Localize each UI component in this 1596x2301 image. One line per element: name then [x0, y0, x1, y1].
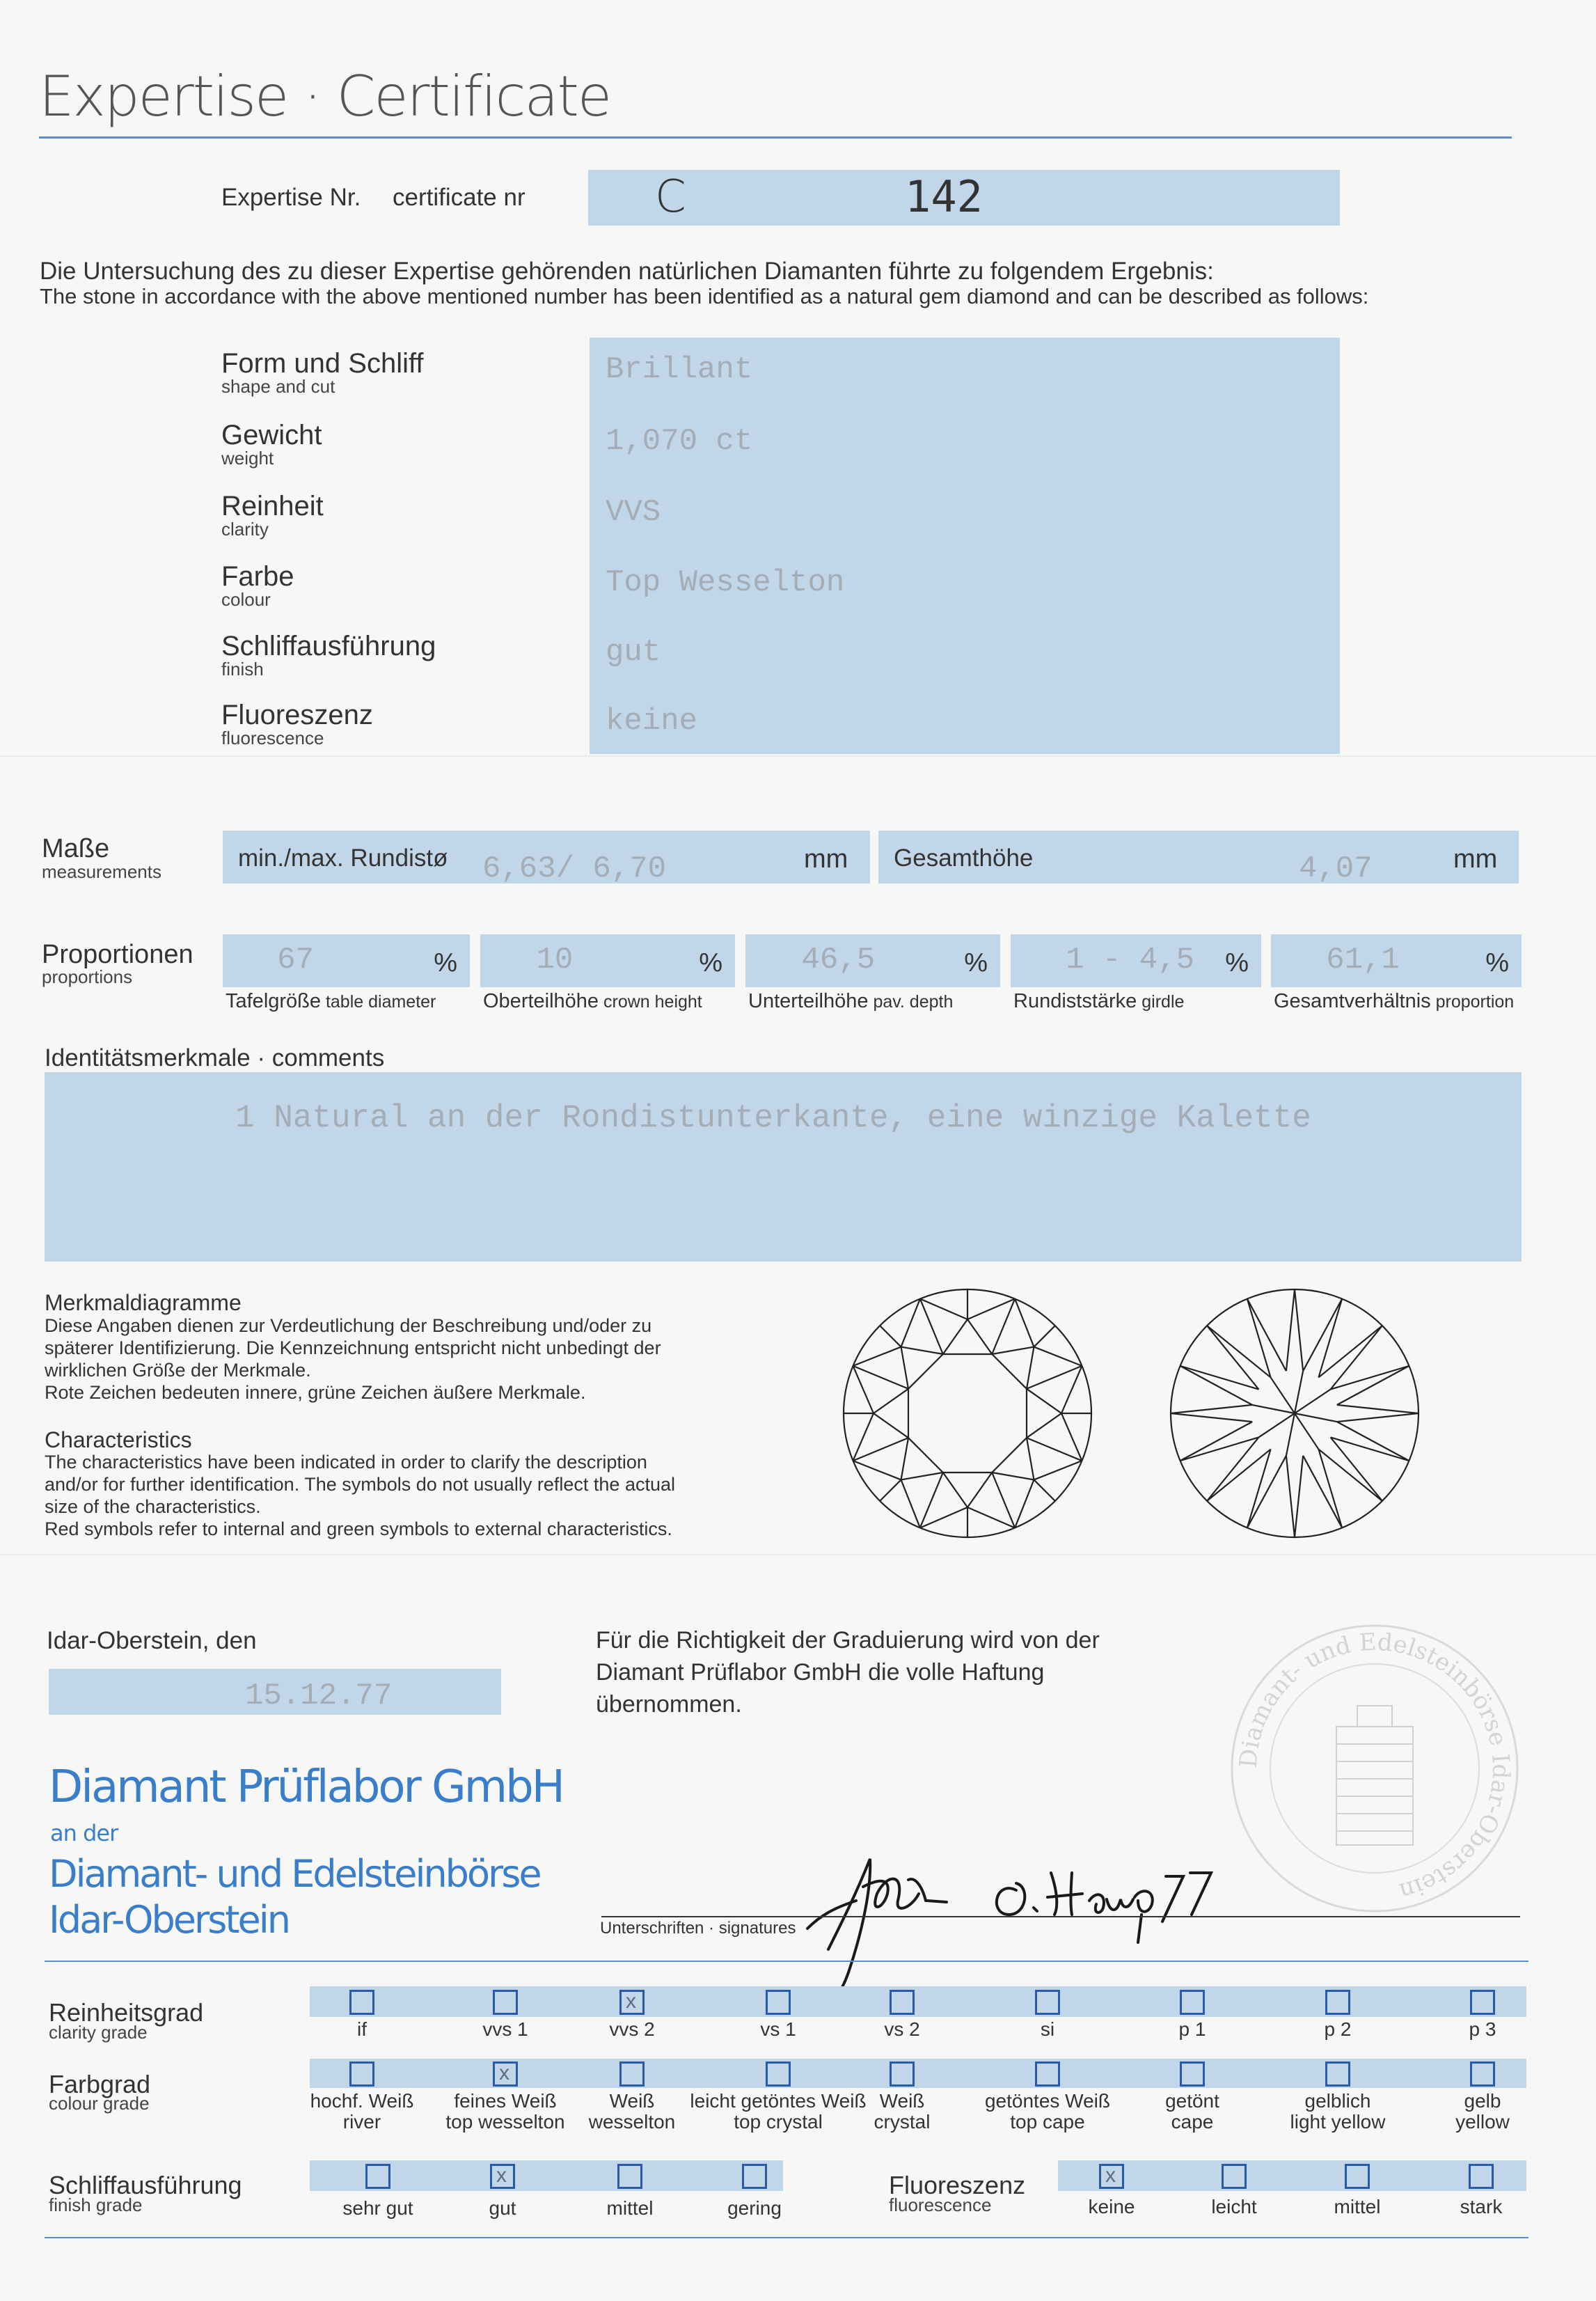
lab-name: Diamant Prüflabor GmbH	[49, 1761, 563, 1813]
facet-line	[1180, 1366, 1253, 1405]
property-sublabel: finish	[221, 659, 264, 680]
proportion-caption-en: pav. depth	[868, 992, 954, 1012]
fluorescence-grade-band	[1058, 2160, 1526, 2191]
title-rule	[39, 136, 1512, 139]
lab-line3: Idar-Oberstein	[49, 1898, 289, 1942]
facet-line	[1318, 1450, 1382, 1501]
clarity-grade-option-label: p 3	[1469, 2018, 1496, 2040]
facet-line	[901, 1299, 920, 1347]
height-label: Gesamthöhe	[894, 845, 1034, 872]
checkbox-mark: x	[499, 2062, 509, 2084]
colour-grade-option-de: getönt	[1165, 2090, 1219, 2112]
property-sublabel: shape and cut	[221, 376, 335, 397]
clarity-grade-option-label: if	[357, 2018, 367, 2040]
facet-line	[1247, 1456, 1286, 1528]
proportion-caption-de: Unterteilhöhe	[748, 990, 869, 1012]
facet-line	[1295, 1413, 1337, 1422]
facet-line	[1271, 1377, 1295, 1413]
finish-grade-option-label: gering	[727, 2197, 782, 2219]
liability-line: Diamant Prüflabor GmbH die volle Haftung	[596, 1659, 1045, 1686]
facet-line	[1318, 1450, 1342, 1528]
checkbox[interactable]	[890, 1990, 915, 2015]
facet-line	[1337, 1413, 1419, 1422]
liability-line: übernommen.	[596, 1691, 742, 1718]
facet-line	[967, 1473, 992, 1507]
clarity-grade-option-label: si	[1040, 2018, 1055, 2040]
facet-line	[1034, 1479, 1054, 1500]
colour-grade-option-de: leicht getöntes Weiß	[690, 2090, 867, 2112]
colour-grade-option-en: river	[342, 2111, 381, 2133]
property-value: Brillant	[606, 352, 753, 387]
checkbox[interactable]	[766, 2062, 791, 2087]
facet-line	[992, 1347, 1034, 1354]
fluorescence-grade-option-label: leicht	[1211, 2196, 1257, 2217]
proportion-caption	[1013, 990, 1184, 1013]
facet-line	[1286, 1289, 1295, 1371]
facet-line	[967, 1319, 992, 1354]
property-value: gut	[606, 635, 661, 670]
finish-grade-label-de: Schliffausführung	[49, 2171, 242, 2199]
facet-line	[1207, 1326, 1270, 1377]
proportion-unit: %	[964, 948, 988, 977]
checkbox[interactable]	[1180, 1990, 1205, 2015]
diameter-unit: mm	[804, 845, 848, 874]
facet-line	[1247, 1299, 1286, 1372]
colour-grade-option-de: getöntes Weiß	[984, 2090, 1111, 2112]
proportion-caption-en: proportion	[1430, 992, 1515, 1012]
checkbox[interactable]	[890, 2062, 915, 2087]
facet-line	[874, 1413, 908, 1438]
colour-grade-option-en: top wesselton	[445, 2111, 565, 2133]
facet-line	[992, 1438, 1027, 1473]
facet-line	[874, 1389, 908, 1413]
seal-text: Diamant- und Edelsteinbörse Idar-Oberstein	[1234, 1628, 1515, 1906]
facet-line	[1295, 1371, 1303, 1413]
proportion-caption-en: table diameter	[321, 992, 436, 1012]
checkbox[interactable]	[1470, 1990, 1495, 2015]
facet-line	[1027, 1347, 1034, 1389]
property-sublabel: weight	[221, 448, 274, 469]
checkbox[interactable]	[349, 1990, 374, 2015]
diagram-text-en	[45, 1451, 675, 1540]
facet-line	[1295, 1390, 1331, 1413]
colour-grade-label-en: colour grade	[49, 2093, 150, 2114]
intro-en: The stone in accordance with the above mentioned number has been identified as a natural gem diamond and can be described as follows:	[40, 284, 1369, 308]
facet-line	[1180, 1422, 1253, 1461]
checkbox[interactable]	[349, 2062, 374, 2087]
facet-line	[992, 1473, 1034, 1479]
grade-top-rule	[45, 1961, 1528, 1962]
diagram-title-de: Merkmaldiagramme	[45, 1290, 242, 1315]
clarity-grade-option-label: vvs 2	[609, 2018, 655, 2040]
proportion-value: 67	[277, 943, 314, 977]
proportion-field	[745, 934, 1000, 987]
liability-line: Für die Richtigkeit der Graduierung wird von der	[596, 1627, 1100, 1654]
cert-label-de: Expertise Nr.	[221, 184, 361, 211]
height-unit: mm	[1453, 845, 1498, 874]
clarity-grade-option-label: vvs 1	[482, 2018, 528, 2040]
facet-line	[1303, 1456, 1342, 1528]
fluorescence-grade-label-en: fluorescence	[889, 2194, 992, 2215]
colour-grade-option-de: Weiß	[609, 2090, 655, 2112]
facet-line	[1247, 1450, 1271, 1528]
proportion-caption-de: Gesamtverhältnis	[1274, 990, 1431, 1012]
facet-line	[1337, 1422, 1409, 1461]
facet-line	[1337, 1366, 1409, 1405]
proportion-value: 61,1	[1326, 943, 1400, 977]
property-sublabel: colour	[221, 589, 271, 610]
proportion-field	[480, 934, 735, 987]
checkbox[interactable]	[619, 2062, 645, 2087]
diagram-title-en: Characteristics	[45, 1427, 192, 1452]
cert-prefix: C	[655, 171, 686, 223]
finish-grade-option-label: gut	[489, 2197, 516, 2219]
colour-grade-label-de: Farbgrad	[49, 2070, 151, 2098]
property-value: VVS	[606, 495, 661, 530]
checkbox[interactable]	[1345, 2164, 1370, 2189]
diameter-value: 6,63/ 6,70	[482, 851, 667, 886]
facet-line	[1286, 1456, 1295, 1537]
facet-line	[1318, 1299, 1342, 1378]
property-label: Fluoreszenz	[221, 700, 373, 730]
facet-line	[1015, 1479, 1034, 1528]
finish-grade-label-en: finish grade	[49, 2194, 143, 2215]
checkbox[interactable]	[365, 2164, 390, 2189]
facet-line	[1034, 1461, 1082, 1479]
facet-line	[1252, 1405, 1295, 1413]
diagram-text-line: Rote Zeichen bedeuten innere, grüne Zeichen äußere Merkmale.	[45, 1382, 586, 1403]
facet-line	[1180, 1366, 1259, 1390]
diagram-text-line: wirklichen Größe der Merkmale.	[45, 1360, 311, 1381]
fluorescence-grade-label-de: Fluoreszenz	[889, 2171, 1026, 2199]
facet-line	[880, 1479, 901, 1500]
facet-line	[1331, 1366, 1409, 1390]
facet-line	[901, 1347, 908, 1389]
colour-grade-option-en: top cape	[1010, 2111, 1085, 2133]
comments-text: 1 Natural an der Rondistunterkante, eine winzige Kalette	[235, 1100, 1311, 1136]
diagram-text-line: and/or for further identification. The symbols do not usually reflect the actual	[45, 1474, 675, 1495]
proportion-caption-de: Oberteilhöhe	[483, 990, 599, 1012]
facet-line	[1027, 1413, 1061, 1438]
diagram-text-line: The characteristics have been indicated in order to clarify the description	[45, 1452, 647, 1473]
colour-grade-option-en: top crystal	[734, 2111, 823, 2133]
colour-grade-option-en: cape	[1171, 2111, 1214, 2133]
fluorescence-grade-option-label: keine	[1088, 2196, 1135, 2217]
facet-line	[1295, 1413, 1318, 1450]
clarity-grade-option-label: vs 1	[760, 2018, 796, 2040]
facet-line	[1034, 1326, 1054, 1346]
facet-line	[1207, 1326, 1258, 1389]
proportion-caption	[483, 990, 702, 1013]
facet-line	[1303, 1299, 1342, 1372]
facet-line	[1258, 1413, 1295, 1437]
proportion-caption-en: crown height	[599, 992, 702, 1012]
diameter-field	[223, 831, 870, 884]
colour-grade-option-de: gelb	[1464, 2090, 1501, 2112]
facet-line	[1318, 1326, 1382, 1377]
proportion-value: 1 - 4,5	[1066, 943, 1195, 977]
property-label: Form und Schliff	[221, 348, 424, 379]
lab-line2: Diamant- und Edelsteinbörse	[49, 1852, 540, 1896]
pavilion-view-diagram	[1166, 1285, 1423, 1542]
proportion-caption	[226, 990, 436, 1013]
measurements-label-en: measurements	[42, 861, 161, 882]
height-field	[878, 831, 1519, 884]
height-value: 4,07	[1299, 851, 1373, 886]
proportion-caption	[1274, 990, 1514, 1013]
proportion-caption-de: Rundiststärke	[1013, 990, 1137, 1012]
cert-label-en: certificate nr	[393, 184, 526, 211]
colour-grade-option-de: Weiß	[879, 2090, 925, 2112]
diameter-label: min./max. Rundistø	[238, 845, 448, 872]
measurements-label-de: Maße	[42, 834, 110, 863]
diagram-text-de	[45, 1314, 661, 1404]
facet-line	[1171, 1405, 1252, 1413]
proportion-field	[1271, 934, 1522, 987]
checkbox-mark: x	[496, 2164, 507, 2187]
checkbox[interactable]	[1325, 2062, 1350, 2087]
facet-line	[1027, 1438, 1034, 1479]
facet-line	[943, 1319, 967, 1354]
colour-grade-option-en: light yellow	[1290, 2111, 1386, 2133]
diagram-text-line: Diese Angaben dienen zur Verdeutlichung der Beschreibung und/oder zu	[45, 1315, 652, 1336]
colour-grade-option-de: gelblich	[1304, 2090, 1371, 2112]
property-value: 1,070 ct	[606, 424, 753, 459]
colour-grade-option-de: feines Weiß	[454, 2090, 557, 2112]
crown-view-diagram	[839, 1285, 1096, 1542]
proportion-field	[1011, 934, 1261, 987]
facet-line	[853, 1461, 901, 1479]
proportion-caption-de: Tafelgröße	[226, 990, 322, 1012]
comments-label: Identitätsmerkmale · comments	[45, 1044, 385, 1071]
facet-line	[901, 1479, 920, 1528]
facet-line	[1027, 1389, 1061, 1413]
facet-line	[901, 1438, 908, 1479]
facet-line	[992, 1354, 1027, 1389]
colour-grade-option-label	[1378, 2091, 1587, 2133]
facet-line	[908, 1438, 943, 1473]
facet-line	[1331, 1326, 1382, 1389]
liability-text	[596, 1624, 1100, 1720]
colour-grade-option-de: hochf. Weiß	[310, 2090, 414, 2112]
facet-line	[880, 1326, 901, 1346]
proportions-label-de: Proportionen	[42, 940, 193, 969]
finish-grade-option-label: mittel	[606, 2197, 654, 2219]
document-title: Expertise · Certificate	[39, 64, 611, 129]
proportion-unit: %	[1225, 948, 1249, 977]
checkbox-mark: x	[1105, 2164, 1116, 2187]
finish-grade-option-label: sehr gut	[342, 2197, 413, 2219]
proportion-value: 46,5	[801, 943, 876, 977]
properties-field	[590, 338, 1340, 754]
date-field	[49, 1669, 501, 1715]
clarity-grade-label-en: clarity grade	[49, 2022, 148, 2043]
clarity-grade-option-label: p 2	[1324, 2018, 1352, 2040]
proportion-value: 10	[536, 943, 574, 977]
fluorescence-grade-option-label: stark	[1460, 2196, 1503, 2217]
colour-grade-option-en: wesselton	[588, 2111, 676, 2133]
facet-line	[1207, 1450, 1270, 1501]
signature-image	[766, 1810, 1253, 2005]
clarity-grade-option-label: vs 2	[884, 2018, 920, 2040]
facet-line	[943, 1473, 967, 1507]
property-value: Top Wesselton	[606, 565, 845, 600]
cert-number: 142	[905, 171, 983, 222]
facet-line	[1015, 1299, 1034, 1347]
diagram-text-line: späterer Identifizierung. Die Kennzeichnung entspricht nicht unbedingt der	[45, 1337, 661, 1358]
place-label: Idar-Oberstein, den	[47, 1627, 257, 1654]
checkbox[interactable]	[1469, 2164, 1494, 2189]
checkbox[interactable]	[1222, 2164, 1247, 2189]
facet-line	[1171, 1413, 1252, 1422]
facet-line	[901, 1347, 943, 1354]
property-label: Gewicht	[221, 420, 322, 450]
checkbox[interactable]	[766, 1990, 791, 2015]
facet-line	[1331, 1437, 1382, 1500]
lab-at: an der	[50, 1820, 118, 1846]
clarity-grade-label-de: Reinheitsgrad	[49, 1998, 204, 2027]
date-value: 15.12.77	[245, 1679, 393, 1713]
checkbox[interactable]	[1035, 1990, 1060, 2015]
fluorescence-grade-option-label: mittel	[1334, 2196, 1381, 2217]
facet-line	[1295, 1289, 1303, 1371]
checkbox-mark: x	[626, 1990, 636, 2013]
comments-field	[45, 1072, 1522, 1262]
checkbox[interactable]	[1180, 2062, 1205, 2087]
intro-de: Die Untersuchung des zu dieser Expertise gehörenden natürlichen Diamanten führte zu folgendem Ergebnis:	[40, 258, 1214, 285]
colour-grade-option-en: crystal	[874, 2111, 931, 2133]
checkbox[interactable]	[1325, 1990, 1350, 2015]
property-value: keine	[606, 704, 698, 739]
facet-line	[1286, 1413, 1295, 1456]
proportions-label-en: proportions	[42, 966, 133, 987]
fold-line	[0, 755, 1596, 757]
proportion-unit: %	[434, 948, 457, 977]
facet-line	[1295, 1456, 1303, 1537]
checkbox[interactable]	[1035, 2062, 1060, 2087]
property-label: Reinheit	[221, 491, 324, 521]
diagram-text-line: Red symbols refer to internal and green symbols to external characteristics.	[45, 1518, 672, 1539]
facet-line	[901, 1473, 943, 1479]
proportion-caption-en: girdle	[1137, 992, 1185, 1012]
facet-line	[1034, 1347, 1082, 1366]
cert-number-field	[588, 170, 1340, 226]
property-label: Schliffausführung	[221, 631, 436, 661]
checkbox[interactable]	[493, 1990, 518, 2015]
proportion-unit: %	[1485, 948, 1509, 977]
facet-line	[853, 1347, 901, 1366]
grade-bottom-rule	[45, 2237, 1528, 2238]
facet-line	[1207, 1437, 1258, 1500]
facet-line	[1180, 1437, 1259, 1461]
facet-line	[908, 1354, 943, 1389]
checkbox[interactable]	[1470, 2062, 1495, 2087]
signatures-label: Unterschriften · signatures	[600, 1919, 796, 1938]
colour-grade-option-en: yellow	[1455, 2111, 1510, 2133]
proportion-caption	[748, 990, 953, 1013]
facet-line	[1247, 1299, 1271, 1378]
property-label: Farbe	[221, 561, 294, 592]
clarity-grade-option-label: p 1	[1178, 2018, 1206, 2040]
proportion-field	[223, 934, 470, 987]
checkbox[interactable]	[617, 2164, 642, 2189]
checkbox[interactable]	[742, 2164, 767, 2189]
property-sublabel: fluorescence	[221, 728, 324, 748]
fold-line	[0, 1554, 1596, 1555]
embossed-seal	[1222, 1615, 1528, 1922]
property-sublabel: clarity	[221, 519, 269, 540]
svg-text:Diamant- und Edelsteinbörse Id	[1235, 1628, 1515, 1906]
facet-line	[1331, 1437, 1409, 1461]
proportion-unit: %	[699, 948, 722, 977]
diagram-text-line: size of the characteristics.	[45, 1496, 261, 1517]
facet-line	[1337, 1405, 1419, 1413]
